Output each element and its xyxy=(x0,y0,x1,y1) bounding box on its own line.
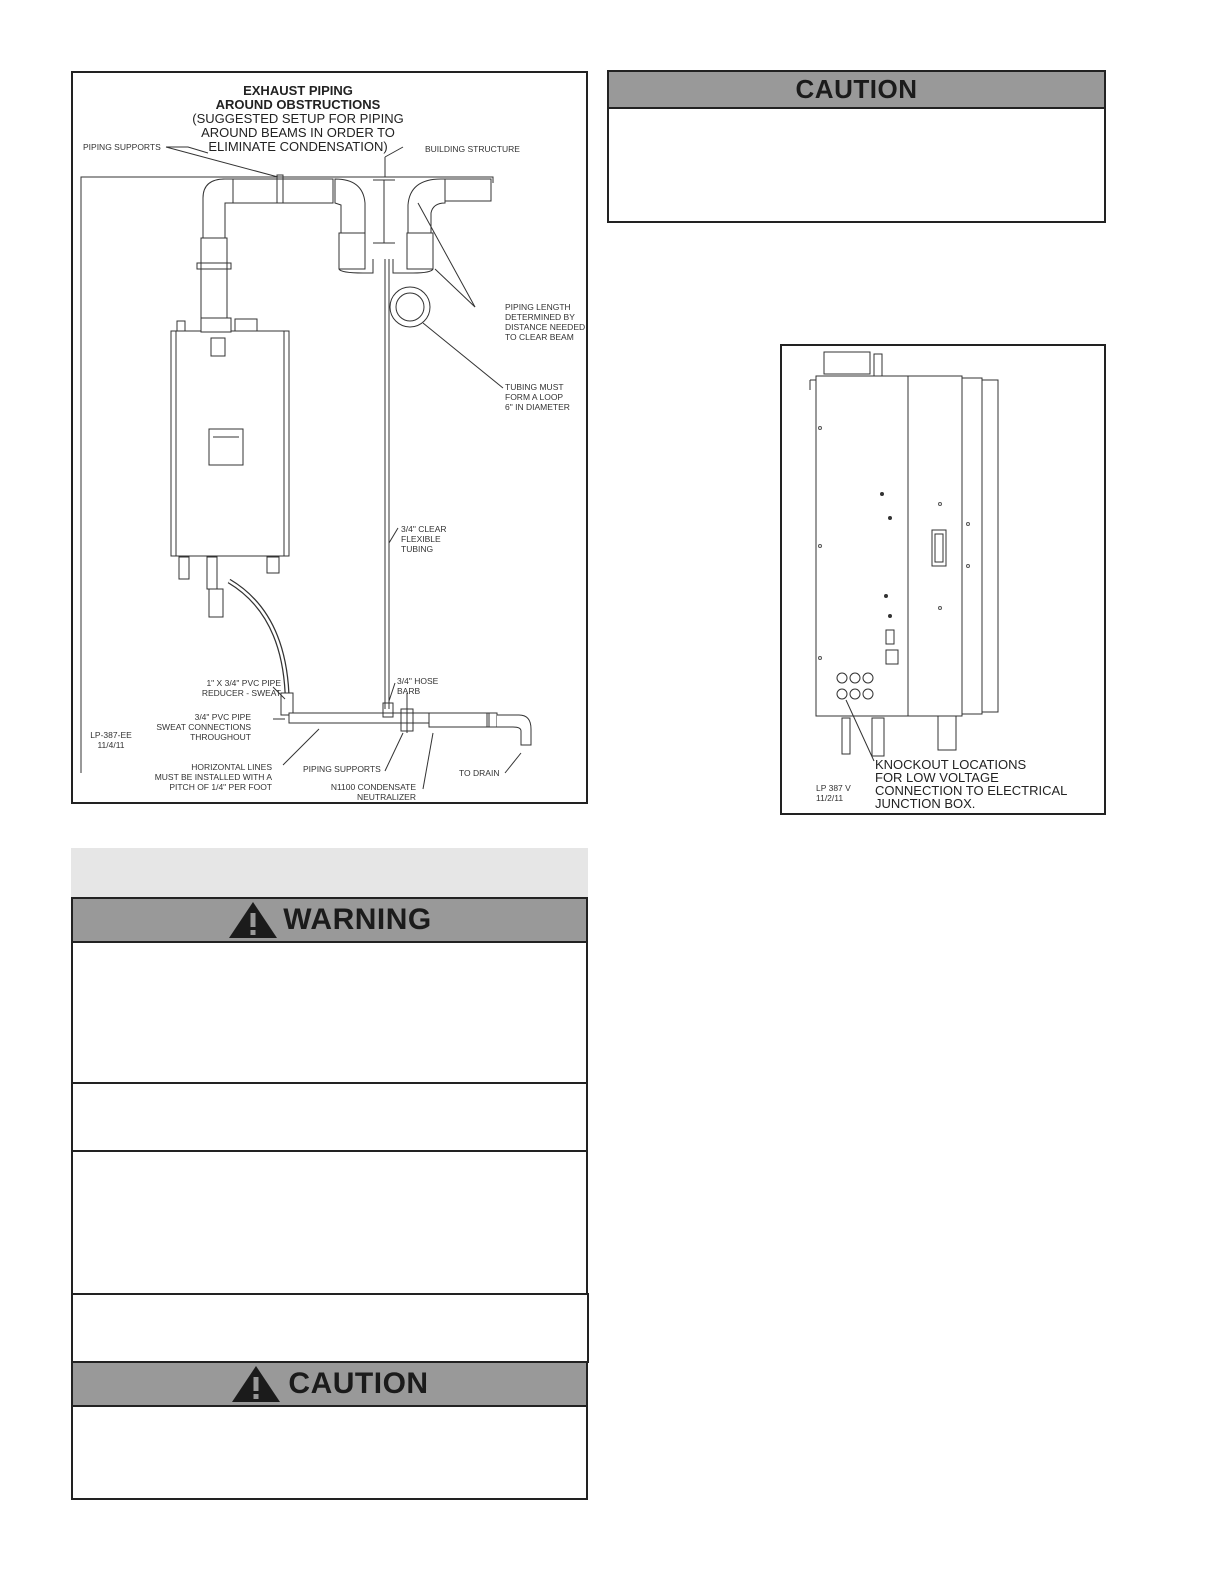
caution-body-top xyxy=(607,107,1106,223)
warning-body-3 xyxy=(71,1150,588,1295)
label-clear-tubing-2: FLEXIBLE xyxy=(401,534,441,544)
label-piping-length-1: PIPING LENGTH xyxy=(505,302,571,312)
label-piping-length-3: DISTANCE NEEDED xyxy=(505,322,586,332)
doc-id-fig2-1: LP 387 V xyxy=(816,783,851,793)
label-tubing-loop-3: 6" IN DIAMETER xyxy=(505,402,570,412)
label-hose-barb-2: BARB xyxy=(397,686,421,696)
label-reducer-2: REDUCER - SWEAT xyxy=(201,688,281,698)
label-piping-supports-top: PIPING SUPPORTS xyxy=(83,142,161,152)
exhaust-piping-drawing xyxy=(73,73,586,802)
figure-title-line1: EXHAUST PIPING xyxy=(243,83,353,98)
label-neutralizer-1: N1100 CONDENSATE xyxy=(330,782,416,792)
caution-banner-top xyxy=(607,70,1106,109)
note-box xyxy=(71,1293,589,1363)
side-view-figure xyxy=(780,344,1106,815)
label-to-drain: TO DRAIN xyxy=(459,768,500,778)
figure-title-line2: AROUND OBSTRUCTIONS xyxy=(215,97,381,112)
label-horizontal-2: MUST BE INSTALLED WITH A xyxy=(154,772,272,782)
warning-heading: WARNING xyxy=(283,903,432,936)
knockout-label-1: KNOCKOUT LOCATIONS xyxy=(875,757,1027,772)
label-piping-length-2: DETERMINED BY xyxy=(505,312,575,322)
label-sweat-3: THROUGHOUT xyxy=(190,732,251,742)
label-tubing-loop-1: TUBING MUST xyxy=(505,382,564,392)
warning-banner xyxy=(71,897,588,943)
figure-subtitle-line1: (SUGGESTED SETUP FOR PIPING xyxy=(192,111,404,126)
caution-body-bottom xyxy=(71,1405,588,1500)
label-horizontal-1: HORIZONTAL LINES xyxy=(191,762,272,772)
warning-body-2 xyxy=(71,1082,588,1152)
label-piping-supports-bottom: PIPING SUPPORTS xyxy=(303,764,381,774)
warning-triangle-icon xyxy=(227,900,279,940)
heater-side-view-drawing xyxy=(782,346,1104,813)
label-building-structure: BUILDING STRUCTURE xyxy=(425,144,520,154)
figure-subtitle-line2: AROUND BEAMS IN ORDER TO xyxy=(201,125,395,140)
caution-triangle-icon xyxy=(230,1364,282,1404)
label-hose-barb-1: 3/4" HOSE xyxy=(397,676,439,686)
label-reducer-1: 1" X 3/4" PVC PIPE xyxy=(206,678,281,688)
knockout-label-4: JUNCTION BOX. xyxy=(875,796,976,811)
exhaust-piping-figure xyxy=(71,71,588,804)
doc-id-fig2-2: 11/2/11 xyxy=(816,793,844,803)
doc-id-fig1-2: 11/4/11 xyxy=(97,740,125,750)
label-piping-length-4: TO CLEAR BEAM xyxy=(505,332,574,342)
label-horizontal-3: PITCH OF 1/4" PER FOOT xyxy=(169,782,272,792)
section-header-bar xyxy=(71,848,588,898)
caution-banner-bottom xyxy=(71,1361,588,1407)
caution-heading-bottom: CAUTION xyxy=(288,1367,429,1400)
label-sweat-2: SWEAT CONNECTIONS xyxy=(156,722,251,732)
caution-heading-top: CAUTION xyxy=(795,74,918,104)
doc-id-fig1-1: LP-387-EE xyxy=(90,730,132,740)
knockout-label-2: FOR LOW VOLTAGE xyxy=(875,770,999,785)
label-clear-tubing-1: 3/4" CLEAR xyxy=(401,524,447,534)
knockout-label-3: CONNECTION TO ELECTRICAL xyxy=(875,783,1068,798)
warning-body-1 xyxy=(71,941,588,1084)
label-sweat-1: 3/4" PVC PIPE xyxy=(194,712,251,722)
label-tubing-loop-2: FORM A LOOP xyxy=(505,392,564,402)
label-clear-tubing-3: TUBING xyxy=(401,544,434,554)
label-neutralizer-2: NEUTRALIZER xyxy=(356,792,416,802)
figure-subtitle-line3: ELIMINATE CONDENSATION) xyxy=(208,139,388,154)
